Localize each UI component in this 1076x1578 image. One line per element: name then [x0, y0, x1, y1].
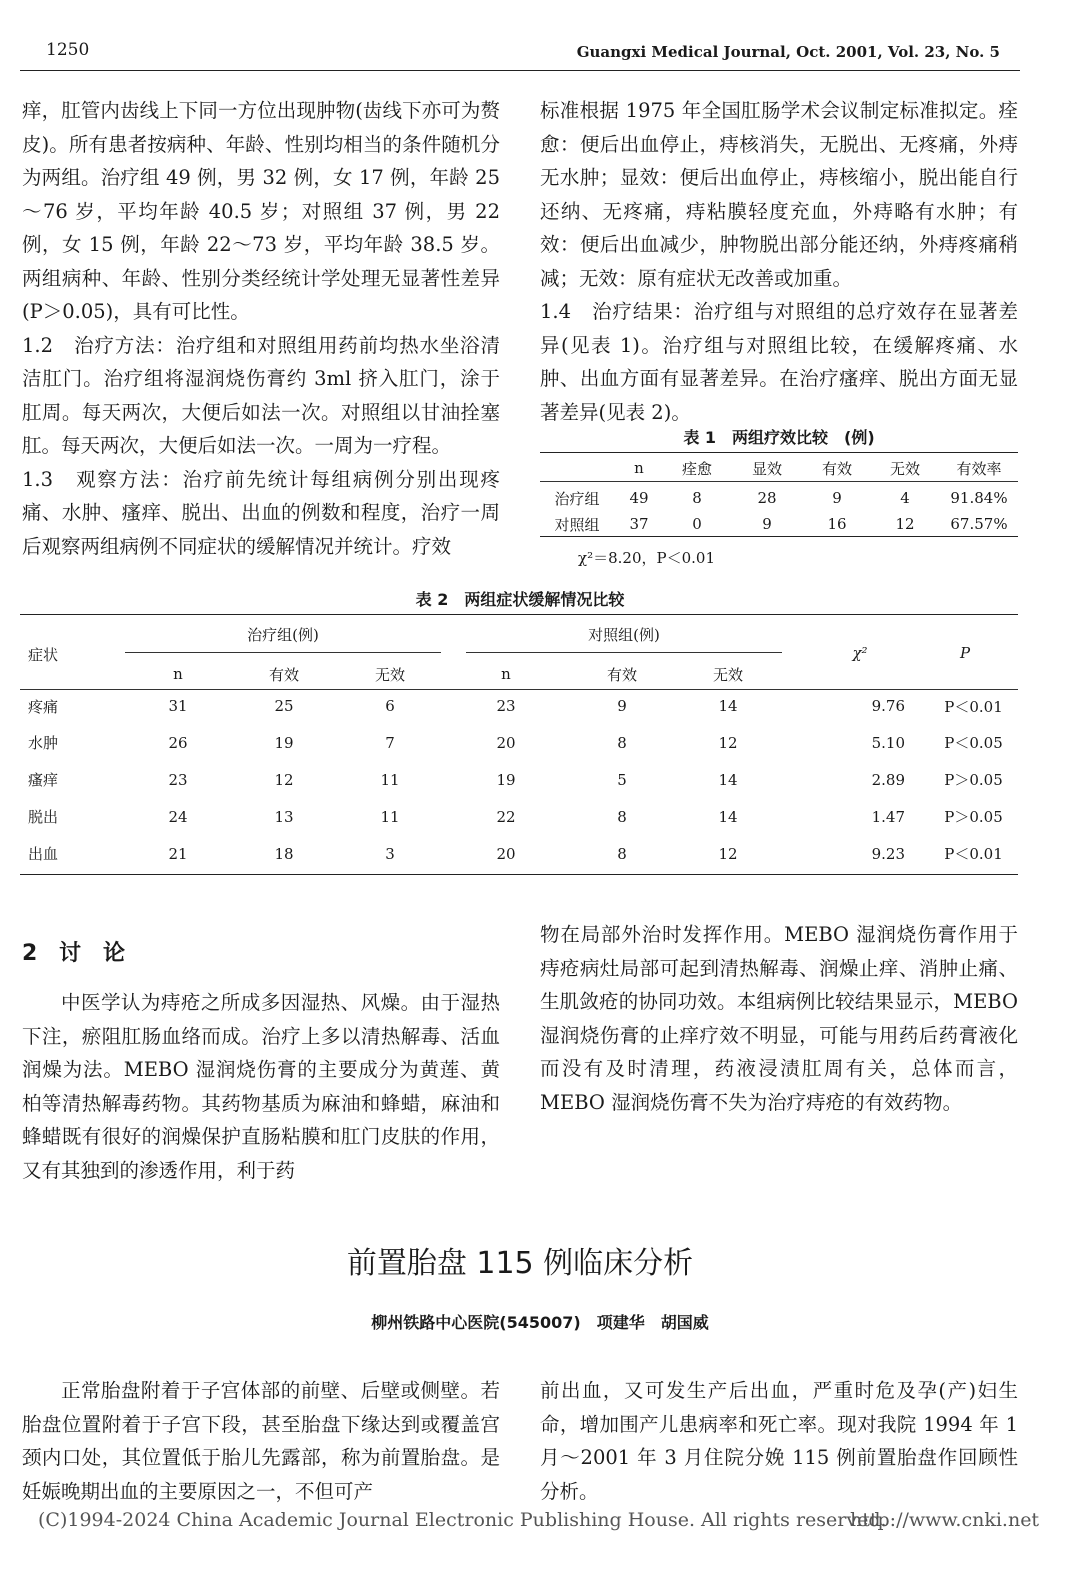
table-cell: 23	[496, 697, 516, 715]
table-cell: 7	[385, 733, 395, 752]
table-cell: 18	[274, 844, 294, 863]
table-header: n	[173, 665, 183, 683]
table-cell: P＞0.05	[944, 808, 1003, 826]
table-cell: 3	[385, 844, 395, 863]
table-cell: 9	[762, 515, 772, 533]
table-cell: 水肿	[28, 734, 59, 752]
table2-caption: 表 2 两组症状缓解情况比较	[415, 590, 625, 609]
table-cell: 91.84%	[950, 489, 1008, 507]
table2-symptom-header: 症状	[28, 646, 59, 664]
table-cell: 14	[718, 770, 738, 789]
table-cell: 4	[900, 489, 910, 507]
paragraph-1-3: 1.3 观察方法：治疗前先统计每组病例分别出现疼痛、水肿、瘙痒、脱出、出血的例数和程度，治疗一周后观察两组病例不同症状的缓解情况并统计。疗效	[22, 467, 500, 558]
table-cell: 25	[274, 697, 294, 715]
table-header: 有效	[268, 665, 299, 684]
table2-top-rule	[20, 614, 1018, 615]
table-cell: P＜0.01	[944, 697, 1003, 716]
header-rule	[20, 70, 1020, 71]
table-cell: 8	[617, 807, 627, 826]
table-cell: 16	[827, 515, 847, 533]
section-number: 2	[22, 941, 38, 966]
paragraph: 物在局部外治时发挥作用。MEBO 湿润烧伤膏作用于痔疮病灶局部可起到清热解毒、润燥止痒、消肿止痛、生肌敛疮的协同功效。本组病例比较结果显示，MEBO 湿润烧伤膏的止痒疗效不明显，可能与用药后药膏液化而没有及时清理，药液浸渍肛周有关，总体而言，MEBO 湿润烧伤膏不失为治疗痔疮的有效药物。	[540, 923, 1018, 1114]
table-row	[20, 761, 1018, 798]
copyright-notice: (C)1994-2024 China Academic Journal Electronic Publishing House. All rights reserved.	[38, 1509, 887, 1531]
table-header: 无效	[889, 459, 920, 478]
table2-p-header: P	[959, 644, 971, 662]
table-row	[540, 511, 1018, 537]
journal-header: Guangxi Medical Journal, Oct. 2001, Vol. 23, No. 5	[576, 43, 1000, 61]
table-cell: 37	[629, 515, 649, 533]
table1-header-row	[540, 455, 1018, 481]
table-header: 无效	[712, 665, 743, 684]
table-header: 显效	[751, 459, 782, 478]
paragraph: 中医学认为痔疮之所成多因湿热、风燥。由于湿热下注，瘀阻肛肠血络而成。治疗上多以清热解毒、活血润燥为法。MEBO 湿润烧伤膏的主要成分为黄莲、黄柏等清热解毒药物。其药物基质为麻油和蜂蜡，麻油和蜂蜡既有很好的润燥保护直肠粘膜和肛门皮肤的作用，又有其独到的渗透作用，利于药	[22, 991, 500, 1182]
article-title: 前置胎盘 115 例临床分析	[346, 1246, 694, 1281]
table-header: 有效	[821, 459, 852, 478]
table-cell: 6	[385, 697, 395, 715]
paragraph-1-2: 1.2 治疗方法：治疗组和对照组用药前均热水坐浴清洁肛门。治疗组将湿润烧伤膏约 3ml 挤入肛门，涂于肛周。每天两次，大便后如法一次。对照组以甘油拴塞肛。每天两次，大便后如法一次。一周为一疗程。	[22, 333, 500, 457]
table-cell: 1.47	[871, 807, 905, 826]
table-cell: 治疗组	[554, 489, 600, 508]
table-cell: 0	[692, 515, 702, 533]
table-cell: 12	[274, 770, 294, 789]
table-cell: 9.76	[871, 697, 905, 715]
table-cell: 24	[168, 807, 188, 826]
table-cell: 13	[274, 807, 294, 826]
table-cell: 28	[757, 489, 777, 507]
table1-top-rule	[540, 452, 1018, 453]
right-column-top	[540, 94, 1018, 429]
table-cell: 23	[168, 770, 188, 789]
table2-treat-rule	[125, 652, 441, 653]
table2-treat-header: 治疗组(例)	[247, 626, 319, 644]
table-cell: 9	[832, 489, 842, 507]
table-cell: 疼痛	[28, 697, 59, 716]
table-header: 痊愈	[681, 459, 712, 478]
table-header: 有效率	[956, 459, 1002, 478]
table-cell: 9.23	[871, 844, 905, 863]
table-cell: 11	[380, 807, 400, 826]
table-cell: P＜0.05	[944, 734, 1003, 752]
article-authors: 柳州铁路中心医院(545007) 项建华 胡国威	[371, 1313, 709, 1332]
table1-note: χ²＝8.20，P＜0.01	[578, 549, 715, 567]
table-cell: 14	[718, 697, 738, 715]
table-cell: 21	[168, 844, 188, 863]
table-cell: 20	[496, 844, 516, 863]
discussion-left	[22, 986, 500, 1187]
table-cell: 31	[168, 697, 188, 715]
paragraph: 标准根据 1975 年全国肛肠学术会议制定标准拟定。痊愈：便后出血停止，痔核消失，无脱出、无疼痛，外痔无水肿；显效：便后出血停止，痔核缩小，脱出能自行还纳、无疼痛，痔粘膜轻度充血，外痔略有水肿；有效：便后出血减少，肿物脱出部分能还纳，外痔疼痛稍减；无效：原有症状无改善或加重。	[540, 99, 1018, 290]
table-cell: 26	[168, 733, 188, 752]
table-row	[20, 724, 1018, 761]
table-cell: 脱出	[28, 808, 59, 826]
table-cell: 8	[692, 489, 702, 507]
table-cell: 12	[895, 515, 915, 533]
table-header	[540, 455, 614, 481]
table-cell: P＜0.01	[944, 845, 1003, 863]
paragraph: 痒，肛管内齿线上下同一方位出现肿物(齿线下亦可为赘皮)。所有患者按病种、年龄、性别均相当的条件随机分为两组。治疗组 49 例，男 32 例，女 17 例，年龄 25～76 岁，平均年龄 40.5 岁；对照组 37 例，男 22 例，女 15 例，年龄 22～73 岁，平均年龄 38.5 岁。两组病种、年龄、性别分类经统计学处理无显著性差异(P＞0.05)，具有可比性。	[22, 99, 500, 323]
table-cell: 12	[718, 733, 738, 752]
section-title: 讨 论	[58, 941, 125, 966]
section-heading	[22, 936, 125, 967]
table2	[20, 660, 1018, 872]
table-cell: 出血	[28, 845, 59, 863]
table-cell: 8	[617, 844, 627, 863]
table-cell: 9	[617, 697, 627, 715]
table-cell: 22	[496, 807, 516, 826]
table-header: n	[501, 665, 511, 683]
table-cell: 对照组	[554, 515, 600, 534]
table-cell: 8	[617, 733, 627, 752]
table2-control-rule	[466, 652, 782, 653]
table1	[540, 455, 1018, 537]
table-cell: 67.57%	[950, 515, 1008, 533]
article2-left	[22, 1374, 500, 1508]
table-header: 无效	[374, 665, 405, 684]
table-cell: 2.89	[871, 770, 905, 789]
table-header: 有效	[606, 665, 637, 684]
paragraph: 前出血，又可发生产后出血，严重时危及孕(产)妇生命，增加围产儿患病率和死亡率。现对我院 1994 年 1 月～2001 年 3 月住院分娩 115 例前置胎盘作回顾性分析。	[540, 1379, 1018, 1503]
table-row	[540, 485, 1018, 511]
table2-control-header: 对照组(例)	[588, 626, 660, 644]
left-column-top	[22, 94, 500, 563]
table-cell: 瘙痒	[28, 771, 59, 789]
table-cell: 19	[496, 770, 516, 789]
table-cell: 11	[380, 770, 400, 789]
paragraph: 正常胎盘附着于子宫体部的前壁、后壁或侧壁。若胎盘位置附着于子宫下段，甚至胎盘下缘达到或覆盖宫颈内口处，其位置低于胎儿先露部，称为前置胎盘。是妊娠晚期出血的主要原因之一，不但可产	[22, 1379, 500, 1503]
discussion-right	[540, 918, 1018, 1119]
table2-subheader-row	[20, 660, 1018, 688]
table2-chi-header: χ²	[852, 644, 868, 662]
table2-bottom-rule	[20, 874, 1018, 875]
table-row	[20, 688, 1018, 724]
table-row	[20, 798, 1018, 835]
footer-url[interactable]: http://www.cnki.net	[850, 1509, 1040, 1531]
table-row	[20, 835, 1018, 872]
table-cell: 14	[718, 807, 738, 826]
table-cell: 19	[274, 733, 294, 752]
table-cell: 49	[629, 489, 649, 507]
table-cell: 12	[718, 844, 738, 863]
table-cell: 5.10	[871, 733, 905, 752]
table-header: n	[634, 459, 644, 477]
table1-caption: 表 1 两组疗效比较 (例)	[683, 428, 875, 447]
table-cell: 20	[496, 733, 516, 752]
table-cell: 5	[617, 770, 627, 789]
table-cell: P＞0.05	[944, 771, 1003, 789]
page-number: 1250	[46, 40, 90, 60]
paragraph-1-4: 1.4 治疗结果：治疗组与对照组的总疗效存在显著差异(见表 1)。治疗组与对照组比较，在缓解疼痛、水肿、出血方面有显著差异。在治疗瘙痒、脱出方面无显著差异(见表 2)。	[540, 300, 1018, 424]
article2-right	[540, 1374, 1018, 1508]
